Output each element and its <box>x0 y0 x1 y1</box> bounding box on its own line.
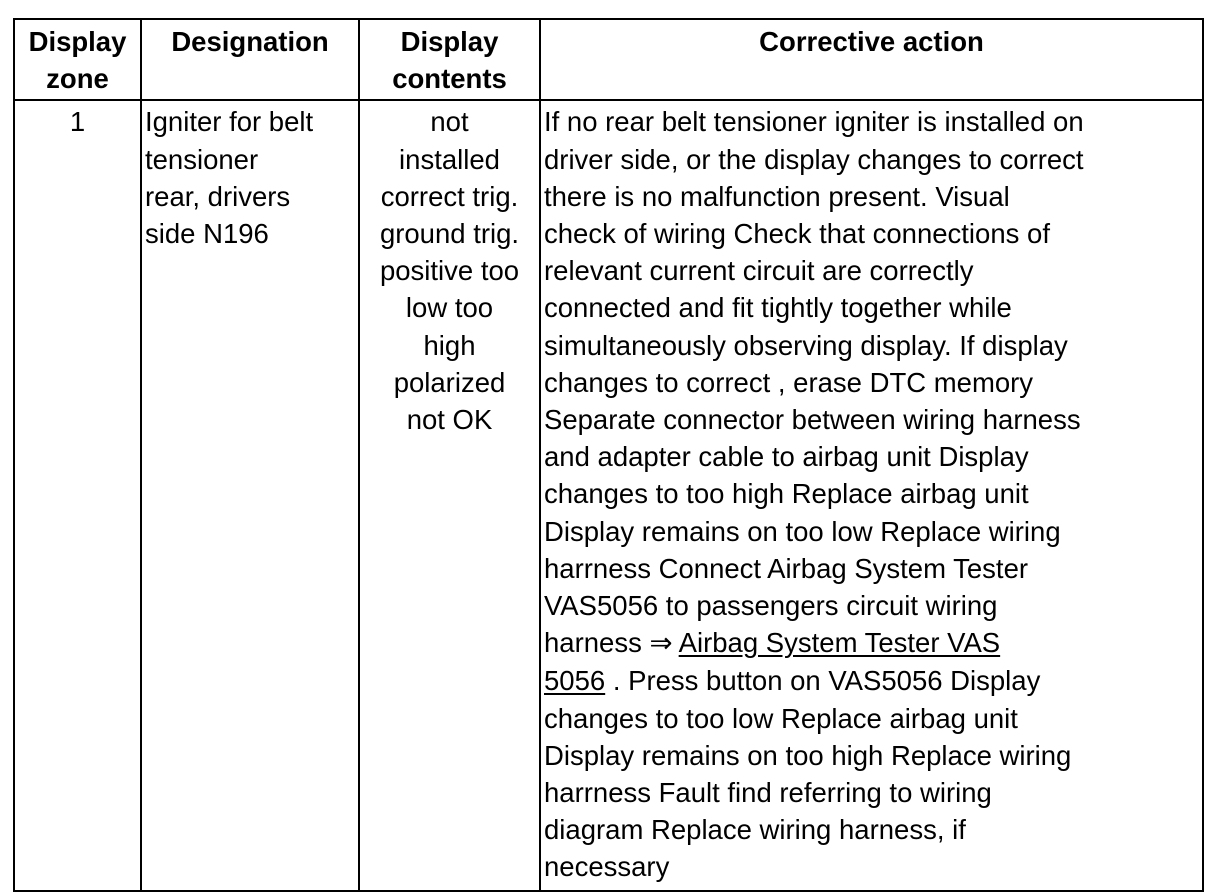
header-contents-line1: Display <box>400 26 499 57</box>
arrow-right-icon: ⇒ <box>649 627 673 660</box>
header-zone-line2: zone <box>46 63 109 95</box>
procedure-table <box>13 18 1204 892</box>
header-zone-line1: Display <box>28 26 127 57</box>
header-designation: Designation <box>141 19 359 100</box>
cell-corrective-action: If no rear belt tensioner igniter is installed on driver side, or the display changes to correct there is no malfunction present. Visual check of wiring Check that connections of relevant current circuit are correctly connected and fit tightly together while simultaneously observing display. If display changes to correct , erase DTC memory Separate connector between wiring harness and adapter cable to airbag unit Display changes to too high Replace airbag unit Display remains on too low Replace wiring harrness Connect Airbag System Tester VAS5056 to passengers circuit wiring harness ⇒ Airbag System Tester VAS 5056 . Press button on VAS5056 Display changes to too low Replace airbag unit Display remains on too high Replace wiring harrness Fault find referring to wiring diagram Replace wiring harness, if necessary <box>540 100 1203 890</box>
cell-designation: Igniter for belt tensioner rear, drivers side N196 <box>141 100 359 890</box>
header-display-zone <box>14 19 141 100</box>
header-contents-line2: contents <box>392 63 507 95</box>
header-display-contents <box>359 19 540 100</box>
header-corrective-action: Corrective action <box>540 19 1203 100</box>
cell-display-contents: not installed correct trig. ground trig. positive too low too high polarized not OK <box>359 100 540 890</box>
airbag-tester-link-cont[interactable]: 5056 <box>544 665 606 697</box>
table-row <box>14 100 1203 890</box>
airbag-tester-link[interactable]: Airbag System Tester VAS <box>678 627 1001 659</box>
header-row <box>14 19 1203 100</box>
cell-zone: 1 <box>14 100 141 890</box>
